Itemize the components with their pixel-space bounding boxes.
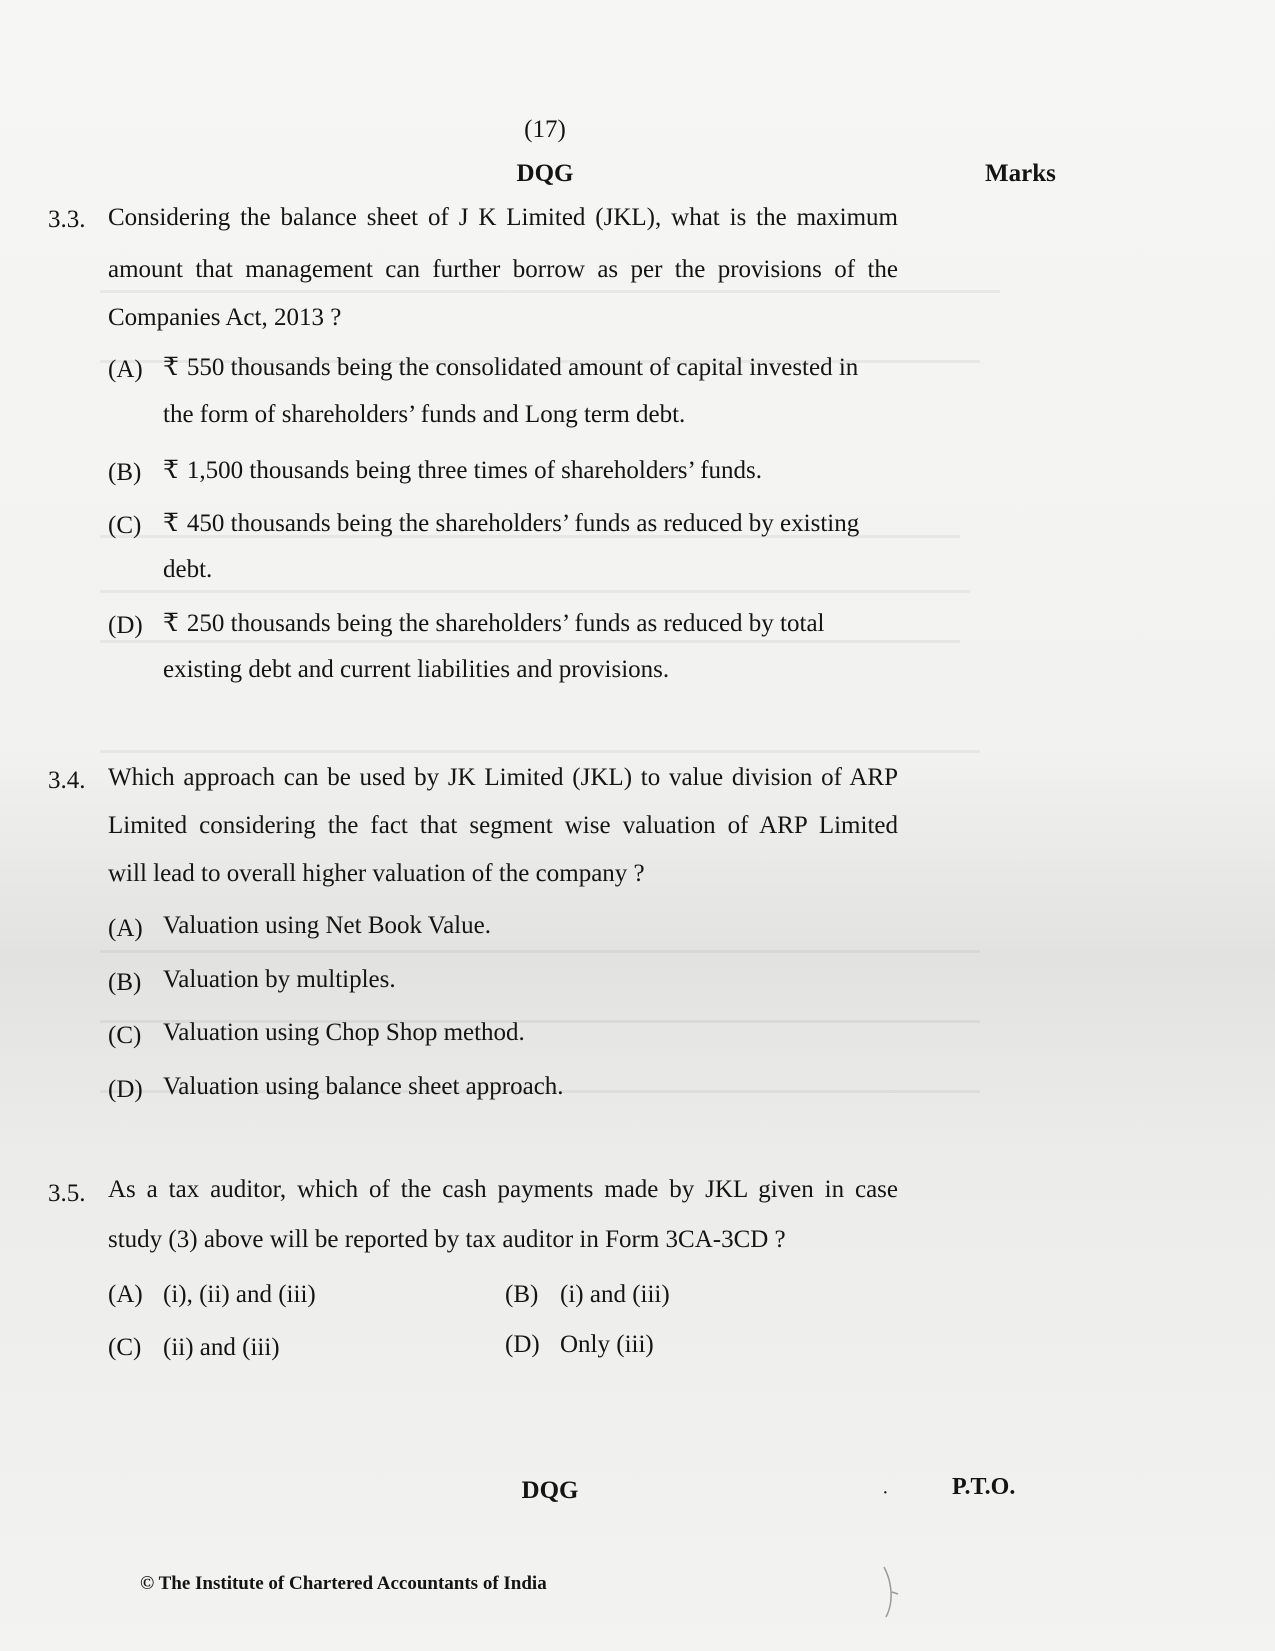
option-letter: (D) (108, 1076, 143, 1103)
option-text: Valuation using Chop Shop method. (163, 1019, 525, 1046)
option-letter: (C) (108, 1022, 142, 1049)
question-text-line: study (3) above will be reported by tax auditor in Form 3CA-3CD ? (108, 1226, 786, 1253)
option-letter: (B) (505, 1281, 539, 1308)
option-text-line: 450 thousands being the shareholders’ funds as reduced by existing (186, 510, 860, 537)
question-text-line: Considering the balance sheet of J K Limited (JKL), what is the maximum (108, 204, 898, 231)
paper-code-footer: DQG (521, 1477, 579, 1504)
option-text-line: 550 thousands being the consolidated amount of capital invested in (186, 354, 859, 381)
option-text: Valuation using balance sheet approach. (163, 1073, 564, 1100)
option-text: (i), (ii) and (iii) (163, 1281, 316, 1308)
option-text-line: the form of shareholders’ funds and Long term debt. (163, 401, 686, 428)
marks-label: Marks (985, 160, 1056, 187)
paper-code-header: DQG (516, 160, 574, 187)
question-text-line: amount that management can further borrow as per the provisions of the (108, 256, 898, 283)
question-text-line: Limited considering the fact that segment wise valuation of ARP Limited (108, 812, 898, 839)
question-text-line: Which approach can be used by JK Limited (JKL) to value division of ARP (108, 764, 898, 791)
option-letter: (D) (505, 1331, 540, 1358)
question-number: 3.3. (48, 206, 86, 233)
option-letter: (C) (108, 512, 142, 539)
pen-mark-icon (878, 1562, 902, 1622)
option-text: (i) and (iii) (560, 1281, 670, 1308)
option-text: (ii) and (iii) (163, 1334, 280, 1361)
option-text-line: debt. (163, 556, 213, 583)
option-text (163, 455, 762, 485)
option-letter: (B) (108, 459, 142, 486)
question-number: 3.4. (48, 767, 86, 794)
option-text: Valuation by multiples. (163, 966, 396, 993)
rupee-icon: ₹ (163, 457, 179, 484)
question-text-line: Companies Act, 2013 ? (108, 304, 342, 331)
option-letter: (D) (108, 612, 143, 639)
option-text (163, 352, 898, 382)
page-number: (17) (524, 116, 566, 143)
option-text-line: existing debt and current liabilities and provisions. (163, 656, 670, 683)
option-text: Only (iii) (560, 1331, 654, 1358)
option-letter: (B) (108, 969, 142, 996)
question-number: 3.5. (48, 1180, 86, 1207)
option-letter: (A) (108, 356, 143, 383)
option-text-line: 1,500 thousands being three times of shareholders’ funds. (186, 457, 763, 484)
option-text-line: 250 thousands being the shareholders’ funds as reduced by total (186, 610, 825, 637)
stray-dot: · (882, 1482, 889, 1504)
option-letter: (A) (108, 1281, 143, 1308)
option-letter: (A) (108, 915, 143, 942)
rupee-icon: ₹ (163, 354, 179, 381)
rupee-icon: ₹ (163, 510, 179, 537)
pto-label: P.T.O. (952, 1474, 1016, 1500)
option-text: Valuation using Net Book Value. (163, 912, 491, 939)
option-text (163, 508, 859, 538)
rupee-icon: ₹ (163, 610, 179, 637)
option-text (163, 608, 824, 638)
copyright-notice: © The Institute of Chartered Accountants of India (140, 1573, 547, 1594)
question-text-line: As a tax auditor, which of the cash payments made by JKL given in case (108, 1176, 898, 1203)
option-letter: (C) (108, 1334, 142, 1361)
question-text-line: will lead to overall higher valuation of the company ? (108, 860, 645, 887)
